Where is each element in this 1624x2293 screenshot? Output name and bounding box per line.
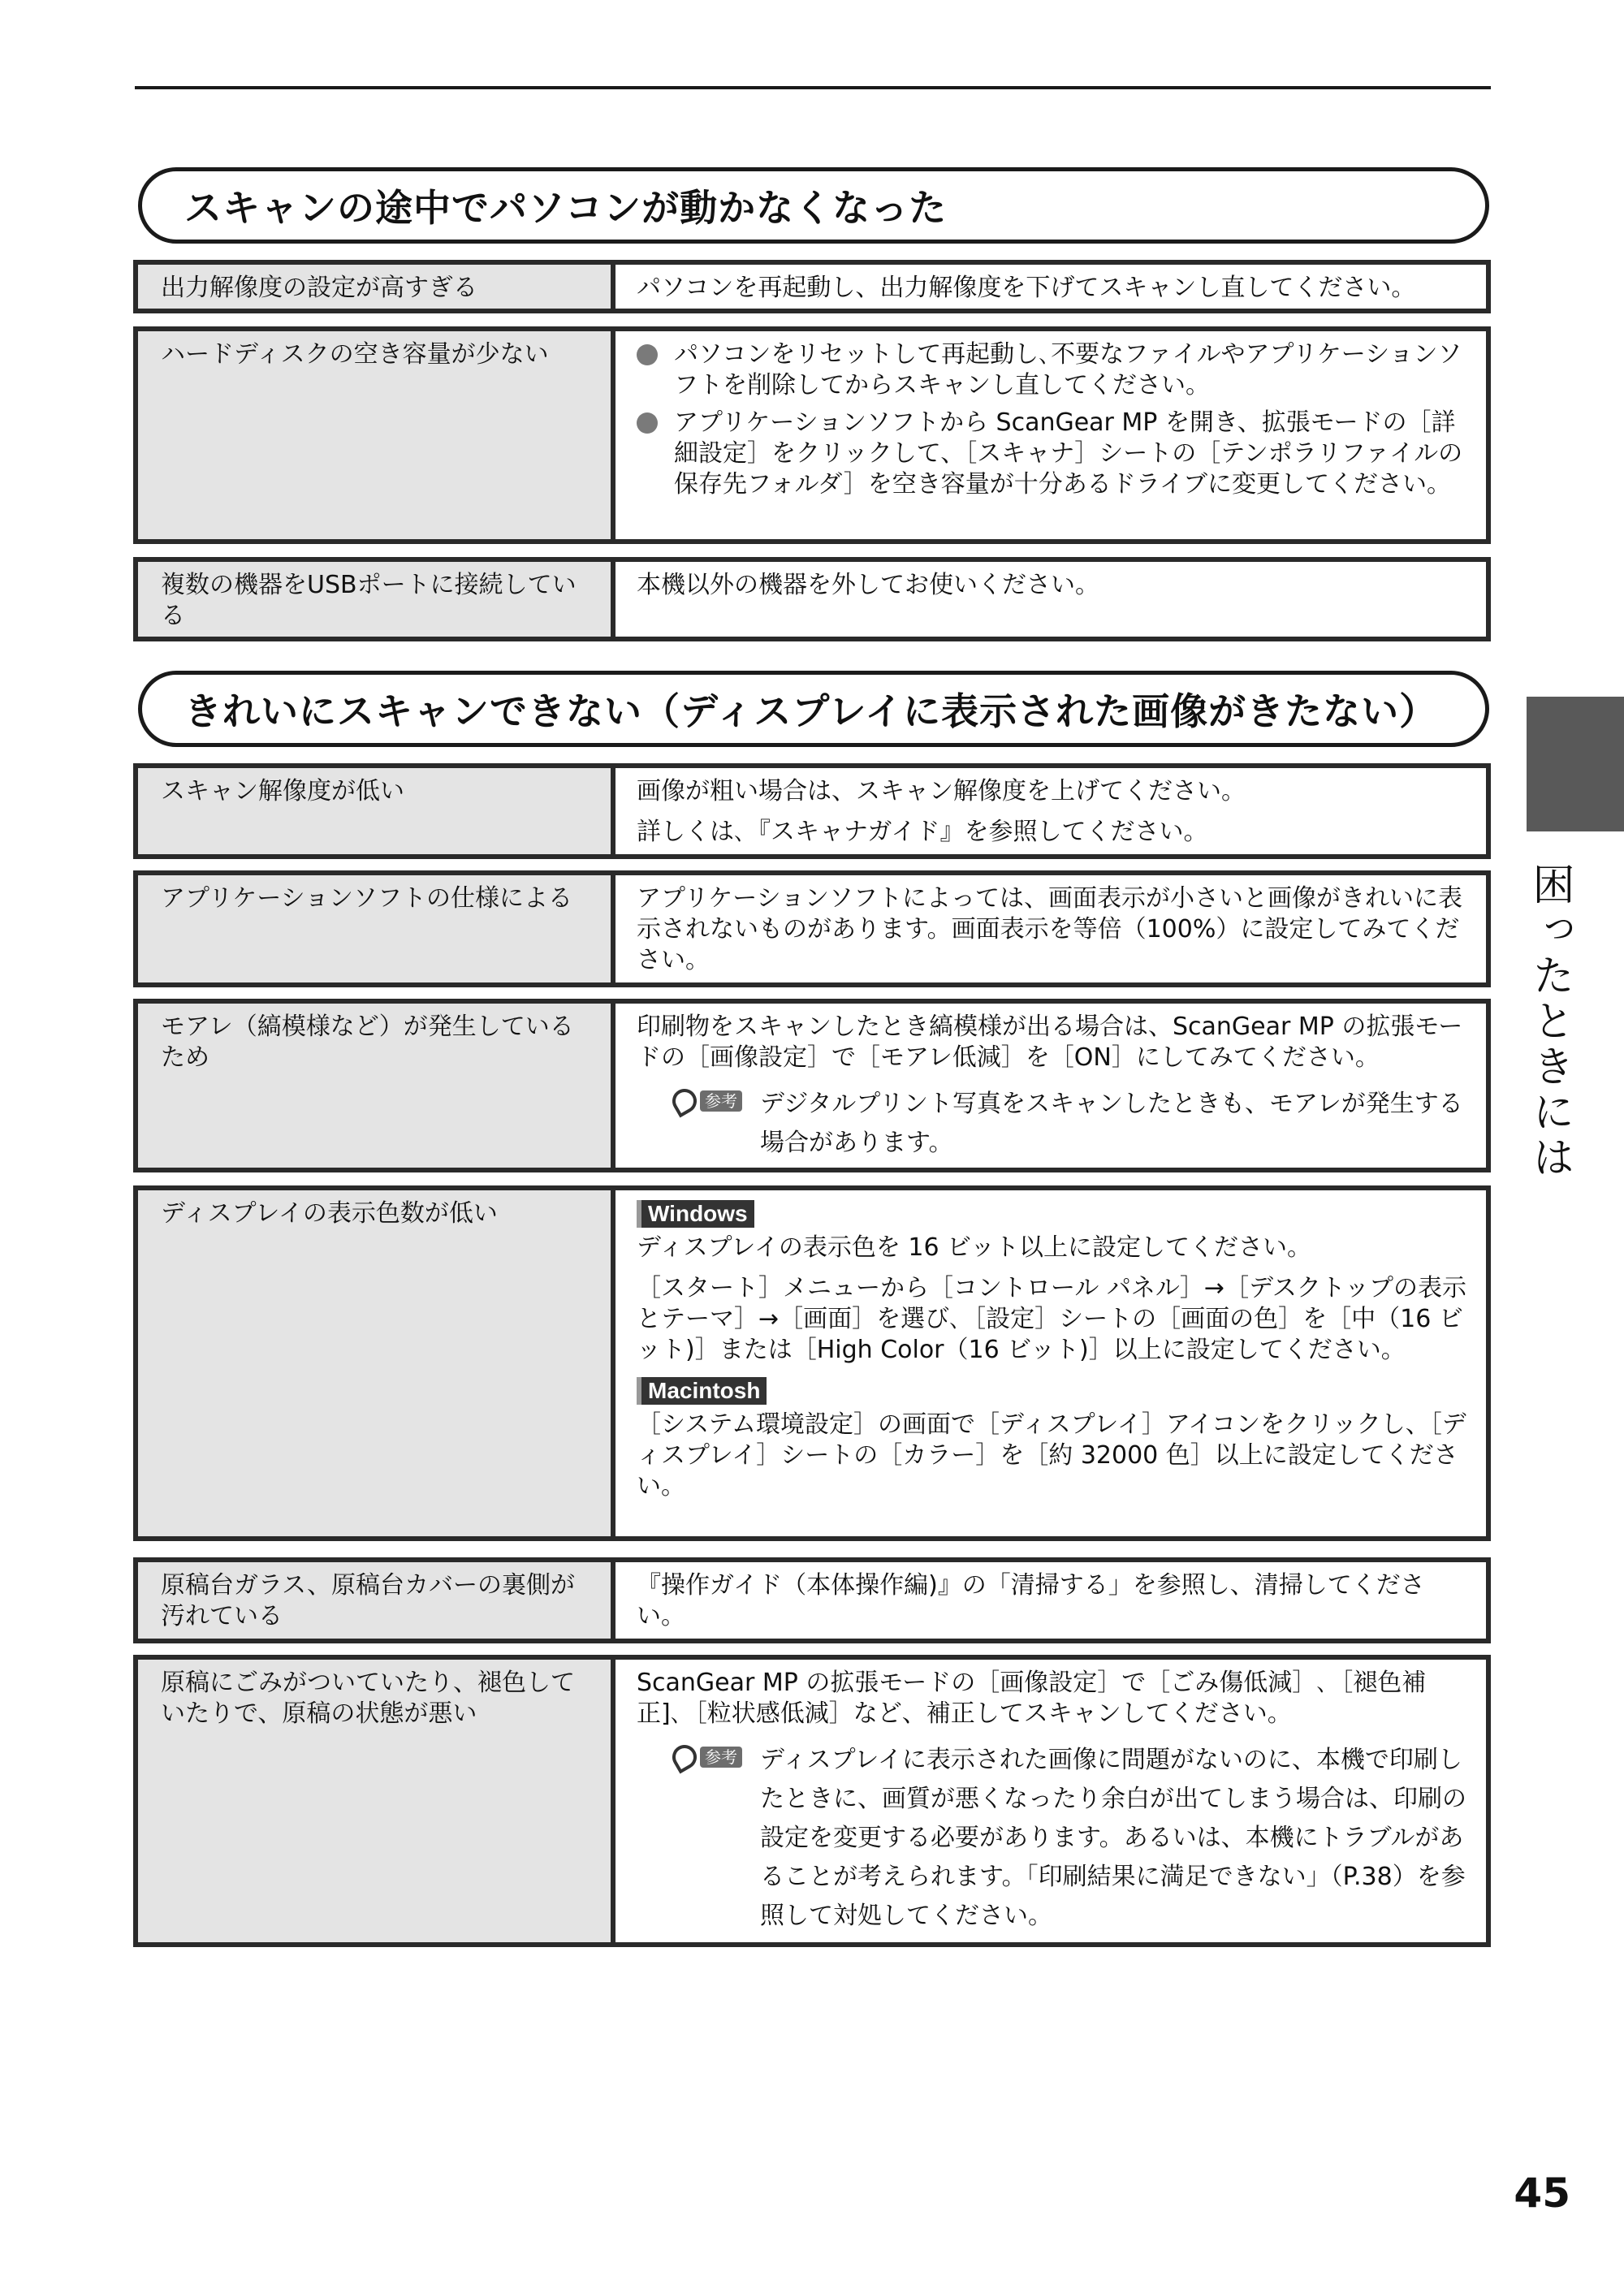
cause-cell: ハードディスクの空き容量が少ない xyxy=(138,331,615,539)
cause-cell: 複数の機器をUSBポートに接続している xyxy=(138,562,615,637)
note-label: 参考 xyxy=(700,1090,742,1112)
solution-text: ［システム環境設定］の画面で［ディスプレイ］アイコンをクリックし、［ディスプレイ］シートの［カラー］を［約 32000 色］以上に設定してください。 xyxy=(637,1410,1466,1501)
solution-text: 本機以外の機器を外してお使いください。 xyxy=(637,571,1099,599)
solution-text: ［スタート］メニューから［コントロール パネル］→［デスクトップの表示とテーマ］→［画面］を選び､［設定］シートの［画面の色］を［中（16 ビット)］または［High Color（16 ビット)］以上に設定してください。 xyxy=(637,1274,1466,1364)
table-row xyxy=(133,870,1491,987)
note-text: ディスプレイに表示された画像に問題がないのに、本機で印刷したときに、画質が悪くなったり余白が出てしまう場合は、印刷の設定を変更する必要があります。あるいは、本機にトラブルがあることが考えられます。「印刷結果に満足できない」（P.38）を参照して対処してください。 xyxy=(760,1746,1466,1930)
bullet-icon xyxy=(637,344,658,365)
bullet-text: パソコンをリセットして再起動し､不要なファイルやアプリケーションソフトを削除してからスキャンし直してください。 xyxy=(674,340,1462,399)
solution-text: 『操作ガイド（本体操作編)』の「清掃する」を参照し、清掃してください。 xyxy=(637,1571,1425,1630)
solution-text: ScanGear MP の拡張モードの［画像設定］で［ごみ傷低減］､［褪色補正]､［粒状感低減］など、補正してスキャンしてください。 xyxy=(637,1669,1427,1728)
table-row xyxy=(133,1557,1491,1643)
page-number: 45 xyxy=(1514,2170,1570,2217)
cause-cell: 原稿台ガラス、原稿台カバーの裏側が汚れている xyxy=(138,1562,615,1639)
note xyxy=(637,1085,1468,1163)
windows-badge: Windows xyxy=(637,1200,754,1228)
cause-cell: スキャン解像度が低い xyxy=(138,768,615,854)
paperclip-icon xyxy=(668,1741,702,1774)
section-title-image-quality: きれいにスキャンできない（ディスプレイに表示された画像がきたない） xyxy=(138,671,1489,747)
bullet-item xyxy=(637,339,1468,401)
chapter-tab xyxy=(1527,697,1624,831)
bullet-item xyxy=(637,408,1468,500)
cause-cell: アプリケーションソフトの仕様による xyxy=(138,875,615,982)
table-row xyxy=(133,1655,1491,1947)
solution-cell xyxy=(615,331,1486,539)
memo-icon xyxy=(661,1085,742,1117)
table-row xyxy=(133,557,1491,641)
solution-cell xyxy=(615,1190,1486,1536)
cause-cell: モアレ（縞模様など）が発生しているため xyxy=(138,1004,615,1168)
memo-icon xyxy=(661,1741,742,1773)
solution-text: ディスプレイの表示色を 16 ビット以上に設定してください。 xyxy=(637,1233,1311,1262)
note-text: デジタルプリント写真をスキャンしたときも、モアレが発生する場合があります。 xyxy=(760,1090,1463,1157)
solution-text: パソコンを再起動し、出力解像度を下げてスキャンし直してください。 xyxy=(637,274,1416,302)
solution-cell xyxy=(615,265,1486,309)
bullet-icon xyxy=(637,412,658,434)
solution-cell xyxy=(615,1004,1486,1168)
solution-cell xyxy=(615,562,1486,637)
solution-text: 画像が粗い場合は、スキャン解像度を上げてください。 xyxy=(637,777,1246,805)
cause-cell: 出力解像度の設定が高すぎる xyxy=(138,265,615,309)
bullet-text: アプリケーションソフトから ScanGear MP を開き、拡張モードの［詳細設定］をクリックして、［スキャナ］シートの［テンポラリファイルの保存先フォルダ］を空き容量が十分あるドライブに変更してください。 xyxy=(674,408,1463,499)
solution-cell xyxy=(615,1562,1486,1639)
table-row xyxy=(133,1185,1491,1541)
table-row xyxy=(133,326,1491,544)
solution-text: 印刷物をスキャンしたとき縞模様が出る場合は、ScanGear MP の拡張モードの［画像設定］で［モアレ低減］を［ON］にしてみてください。 xyxy=(637,1013,1463,1072)
chapter-label: 困ったときには xyxy=(1525,862,1574,1181)
note xyxy=(637,1741,1468,1936)
note-label: 参考 xyxy=(700,1747,742,1768)
table-row xyxy=(133,999,1491,1172)
solution-cell xyxy=(615,768,1486,854)
cause-cell: 原稿にごみがついていたり、褪色していたりで、原稿の状態が悪い xyxy=(138,1660,615,1942)
solution-text: 詳しくは､『スキャナガイド』を参照してください。 xyxy=(637,818,1208,846)
table-row xyxy=(133,763,1491,859)
macintosh-badge: Macintosh xyxy=(637,1377,767,1405)
table-row xyxy=(133,260,1491,313)
solution-text: アプリケーションソフトによっては、画面表示が小さいと画像がきれいに表示されないものがあります。画面表示を等倍（100%）に設定してみてください。 xyxy=(637,884,1462,974)
solution-cell xyxy=(615,1660,1486,1942)
paperclip-icon xyxy=(668,1085,702,1118)
cause-cell: ディスプレイの表示色数が低い xyxy=(138,1190,615,1536)
solution-cell xyxy=(615,875,1486,982)
section-title-freeze: スキャンの途中でパソコンが動かなくなった xyxy=(138,167,1489,244)
top-rule xyxy=(135,86,1491,89)
